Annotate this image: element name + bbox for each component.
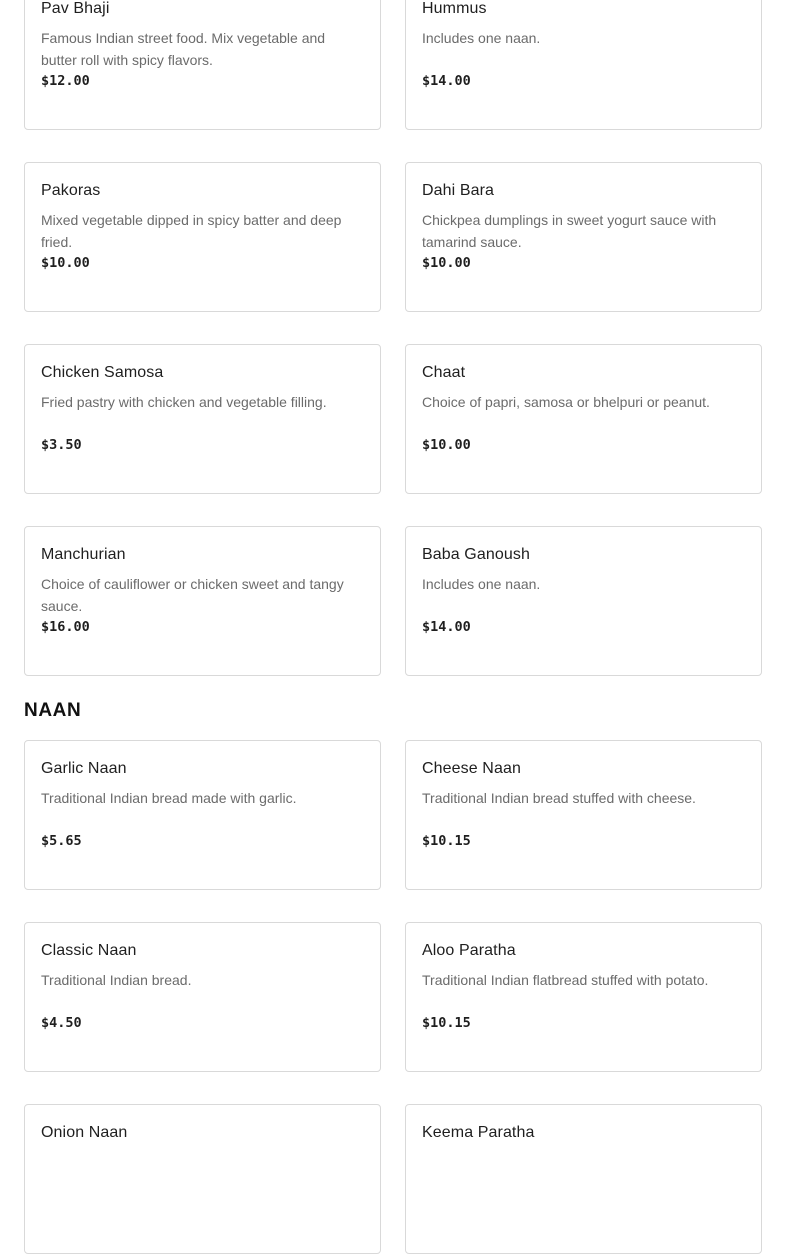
menu-item-price: $10.15: [422, 833, 471, 849]
menu-item-card[interactable]: [405, 526, 762, 676]
menu-item-name: Aloo Paratha: [422, 942, 516, 959]
menu-item-card[interactable]: [405, 1104, 762, 1254]
menu-item-price: $10.00: [41, 255, 90, 271]
menu-item-name: Chaat: [422, 364, 466, 381]
menu-item-card[interactable]: [24, 0, 381, 130]
menu-item-price: $4.50: [41, 1015, 82, 1031]
menu-item-card[interactable]: [405, 740, 762, 890]
menu-item-price: $12.00: [41, 73, 90, 89]
menu-item-price: $3.50: [41, 437, 82, 453]
menu-item-price: $14.00: [422, 619, 471, 635]
menu-item-description: Traditional Indian bread stuffed with cheese.: [422, 790, 696, 806]
menu-item-name: Chicken Samosa: [41, 364, 164, 381]
menu-item-name: Dahi Bara: [422, 182, 495, 199]
menu-item-description: Fried pastry with chicken and vegetable filling.: [41, 394, 327, 410]
menu-item-description: Includes one naan.: [422, 30, 541, 46]
menu-item-name: Garlic Naan: [41, 760, 127, 777]
menu-item-description: Traditional Indian bread made with garlic.: [41, 790, 297, 806]
section-heading-naan: NAAN: [24, 700, 82, 721]
menu-item-price: $10.15: [422, 1015, 471, 1031]
menu-item-card[interactable]: [405, 344, 762, 494]
menu-item-name: Keema Paratha: [422, 1124, 535, 1141]
menu-item-price: $16.00: [41, 619, 90, 635]
menu-item-description: Includes one naan.: [422, 576, 541, 592]
menu-item-card[interactable]: [24, 344, 381, 494]
menu-item-price: $5.65: [41, 833, 82, 849]
menu-item-card[interactable]: [24, 162, 381, 312]
menu-item-name: Manchurian: [41, 546, 126, 563]
menu-item-card[interactable]: [24, 1104, 381, 1254]
menu-item-price: $10.00: [422, 255, 471, 271]
menu-item-card[interactable]: [405, 0, 762, 130]
menu-item-description: Mixed vegetable dipped in spicy batter and deep fried.: [41, 212, 342, 250]
menu-item-name: Baba Ganoush: [422, 546, 530, 563]
menu-item-price: $10.00: [422, 437, 471, 453]
menu-item-name: Onion Naan: [41, 1124, 128, 1141]
menu-item-description: Choice of cauliflower or chicken sweet and tangy sauce.: [41, 576, 344, 614]
menu-item-price: $14.00: [422, 73, 471, 89]
menu-item-name: Hummus: [422, 0, 487, 17]
menu-item-description: Choice of papri, samosa or bhelpuri or peanut.: [422, 394, 710, 410]
menu-item-name: Pav Bhaji: [41, 0, 110, 17]
menu-item-description: Famous Indian street food. Mix vegetable and butter roll with spicy flavors.: [41, 30, 326, 68]
menu-item-description: Traditional Indian flatbread stuffed with potato.: [422, 972, 709, 988]
menu-item-description: Traditional Indian bread.: [41, 972, 192, 988]
menu-item-name: Classic Naan: [41, 942, 137, 959]
menu-item-card[interactable]: [405, 922, 762, 1072]
menu-item-card[interactable]: [24, 922, 381, 1072]
menu-item-card[interactable]: [405, 162, 762, 312]
menu-item-card[interactable]: [24, 740, 381, 890]
menu-item-card[interactable]: [24, 526, 381, 676]
menu-item-name: Cheese Naan: [422, 760, 521, 777]
menu-item-description: Chickpea dumplings in sweet yogurt sauce with tamarind sauce.: [422, 212, 717, 250]
menu-item-name: Pakoras: [41, 182, 101, 199]
